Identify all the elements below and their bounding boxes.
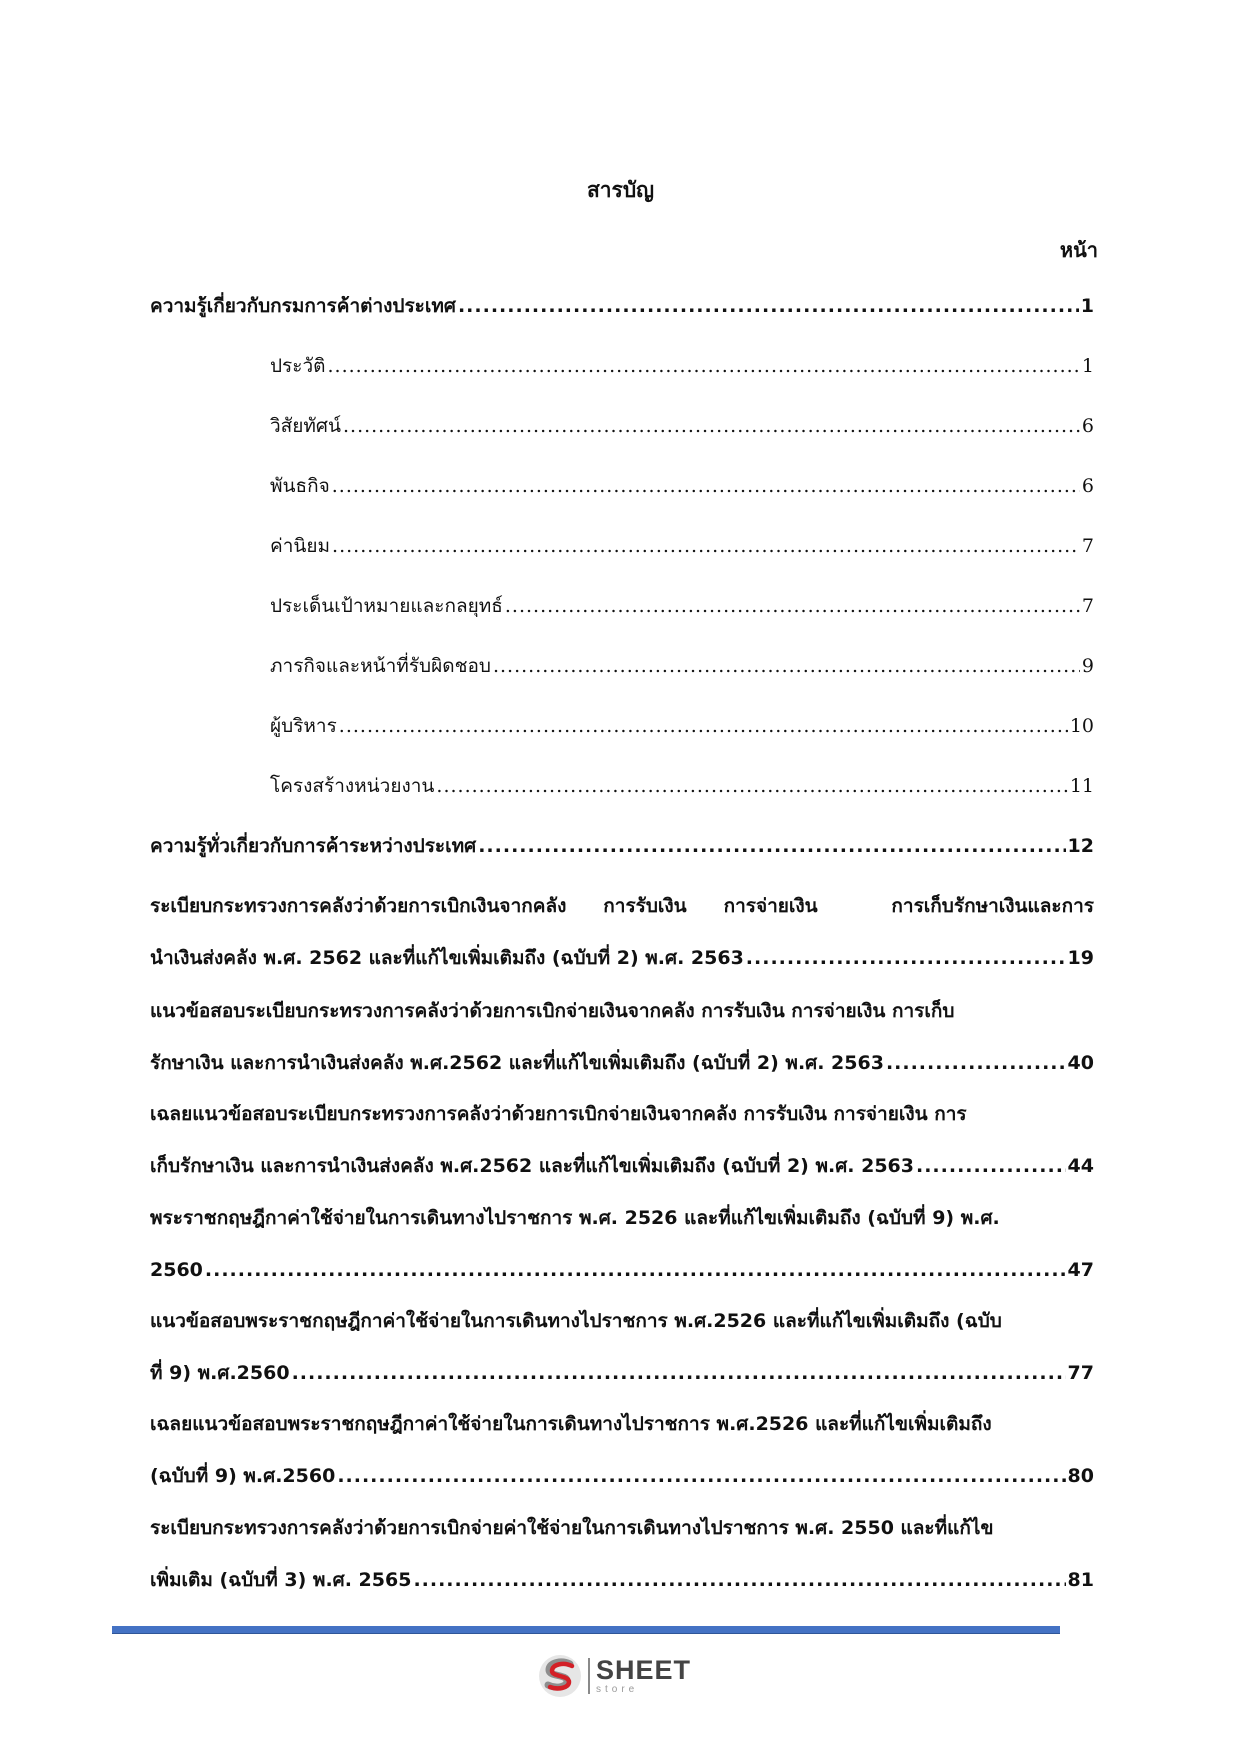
toc-entry-10[interactable]: [150, 820, 1094, 872]
toc-entry-3[interactable]: [270, 400, 1094, 452]
toc-entry-title: ประเด็นเป้าหมายและกลยุทธ์: [270, 595, 503, 617]
dot-leader: [886, 1037, 1066, 1089]
dot-leader: [332, 460, 1080, 512]
toc-entry-15[interactable]: [150, 1295, 1094, 1399]
toc-page-number: 1: [1080, 295, 1094, 317]
dot-leader: [478, 820, 1065, 872]
toc-entry-9[interactable]: [270, 760, 1094, 812]
dot-leader: [332, 520, 1080, 572]
toc-entry-title-line-1: ระเบียบกระทรวงการคลังว่าด้วยการเบิกจ่ายค่าใช้จ่ายในการเดินทางไปราชการ พ.ศ. 2550 และที่แก้ไข: [150, 1517, 994, 1539]
toc-entry-12[interactable]: [150, 985, 1094, 1089]
toc-entry-14[interactable]: [150, 1192, 1094, 1296]
toc-page-number: 1: [1081, 355, 1094, 377]
toc-page-number: 7: [1081, 595, 1094, 617]
toc-entry-title-line-1: เฉลยแนวข้อสอบพระราชกฤษฎีกาค่าใช้จ่ายในการเดินทางไปราชการ พ.ศ.2526 และที่แก้ไขเพิ่มเติมถึง: [150, 1413, 992, 1435]
toc-entry-title-line-2: เก็บรักษาเงิน และการนำเงินส่งคลัง พ.ศ.2562 และที่แก้ไขเพิ่มเติมถึง (ฉบับที่ 2) พ.ศ. 2563: [150, 1155, 914, 1177]
dot-leader: [413, 1554, 1065, 1606]
toc-entry-title-line-1: ระเบียบกระทรวงการคลังว่าด้วยการเบิกเงินจากคลัง การรับเงิน การจ่ายเงิน การเก็บรักษาเงินและการ: [150, 895, 1094, 917]
logo-wordmark: [596, 1657, 691, 1695]
toc-entry-title-line-2: 2560: [150, 1259, 203, 1281]
toc-entry-title: ค่านิยม: [270, 535, 331, 557]
toc-page-number: 6: [1081, 475, 1094, 497]
toc-page-number: 44: [1067, 1155, 1094, 1177]
dot-leader: [327, 340, 1079, 392]
toc-entry-13[interactable]: [150, 1088, 1094, 1192]
toc-page-number: 80: [1067, 1465, 1094, 1487]
toc-entry-5[interactable]: [270, 520, 1094, 572]
toc-page-number: 11: [1069, 775, 1094, 797]
toc-entry-title-line-1: แนวข้อสอบพระราชกฤษฎีกาค่าใช้จ่ายในการเดินทางไปราชการ พ.ศ.2526 และที่แก้ไขเพิ่มเติมถึง (ฉบับ: [150, 1310, 1002, 1332]
dot-leader: [505, 580, 1080, 632]
toc-entry-title: ผู้บริหาร: [270, 715, 337, 737]
toc-page-number: 19: [1067, 947, 1094, 969]
toc-page-number: 10: [1069, 715, 1094, 737]
dot-leader: [436, 760, 1067, 812]
toc-entry-title-line-1: พระราชกฤษฎีกาค่าใช้จ่ายในการเดินทางไปราชการ พ.ศ. 2526 และที่แก้ไขเพิ่มเติมถึง (ฉบับที่ 9) พ.ศ.: [150, 1207, 1000, 1229]
toc-entry-title-line-1: แนวข้อสอบระเบียบกระทรวงการคลังว่าด้วยการเบิกจ่ายเงินจากคลัง การรับเงิน การจ่ายเงิน การเก็บ: [150, 1000, 955, 1022]
toc-page-number: 6: [1081, 415, 1094, 437]
toc-entry-2[interactable]: [270, 340, 1094, 392]
toc-entry-title-line-2: เพิ่มเติม (ฉบับที่ 3) พ.ศ. 2565: [150, 1569, 412, 1591]
dot-leader: [292, 1347, 1066, 1399]
toc-entry-title-line-1: เฉลยแนวข้อสอบระเบียบกระทรวงการคลังว่าด้วยการเบิกจ่ายเงินจากคลัง การรับเงิน การจ่ายเงิน การ: [150, 1103, 967, 1125]
footer-logo: [536, 1652, 706, 1700]
toc-entry-title-line-2: (ฉบับที่ 9) พ.ศ.2560: [150, 1465, 336, 1487]
dot-leader: [339, 700, 1068, 752]
toc-entry-4[interactable]: [270, 460, 1094, 512]
toc-entry-title: โครงสร้างหน่วยงาน: [270, 775, 435, 797]
toc-page-number: 81: [1067, 1569, 1094, 1591]
toc-entry-title-line-2: นำเงินส่งคลัง พ.ศ. 2562 และที่แก้ไขเพิ่มเติมถึง (ฉบับที่ 2) พ.ศ. 2563: [150, 947, 744, 969]
toc-entry-title: พันธกิจ: [270, 475, 330, 497]
toc-entry-7[interactable]: [270, 640, 1094, 692]
dot-leader: [337, 1450, 1065, 1502]
logo-subword: store: [596, 1684, 639, 1695]
page-title: สารบัญ: [586, 178, 655, 202]
toc-page-number: 40: [1067, 1052, 1094, 1074]
dot-leader: [493, 640, 1080, 692]
footer-rule: [112, 1626, 1060, 1634]
sheet-store-logo-icon: [536, 1652, 584, 1700]
toc-entry-title: ประวัติ: [270, 355, 326, 377]
toc-entry-6[interactable]: [270, 580, 1094, 632]
dot-leader: [916, 1140, 1066, 1192]
toc-entry-1[interactable]: [150, 280, 1094, 332]
toc-entry-title-line-2: ที่ 9) พ.ศ.2560: [150, 1362, 290, 1384]
logo-divider: [588, 1658, 590, 1694]
dot-leader: [746, 932, 1066, 984]
toc-entry-8[interactable]: [270, 700, 1094, 752]
toc-page-number: 7: [1081, 535, 1094, 557]
toc-entry-title: ความรู้ทั่วเกี่ยวกับการค้าระหว่างประเทศ: [150, 835, 477, 857]
logo-word: SHEET: [596, 1655, 692, 1685]
toc-entry-title: ความรู้เกี่ยวกับกรมการค้าต่างประเทศ: [150, 295, 456, 317]
toc-entry-title: ภารกิจและหน้าที่รับผิดชอบ: [270, 655, 491, 677]
toc-page-number: 12: [1067, 835, 1094, 857]
dot-leader: [205, 1244, 1066, 1296]
toc-page-number: 77: [1067, 1362, 1094, 1384]
toc-entry-title-line-2: รักษาเงิน และการนำเงินส่งคลัง พ.ศ.2562 และที่แก้ไขเพิ่มเติมถึง (ฉบับที่ 2) พ.ศ. 2563: [150, 1052, 884, 1074]
toc-entry-17[interactable]: [150, 1502, 1094, 1606]
toc-page-number: 9: [1081, 655, 1094, 677]
toc-entry-16[interactable]: [150, 1398, 1094, 1502]
dot-leader: [458, 280, 1079, 332]
toc-entry-title: วิสัยทัศน์: [270, 415, 341, 437]
toc-page-number: 47: [1067, 1259, 1094, 1281]
page-column-label: หน้า: [1059, 238, 1098, 262]
dot-leader: [343, 400, 1080, 452]
toc-entry-11[interactable]: [150, 880, 1094, 984]
